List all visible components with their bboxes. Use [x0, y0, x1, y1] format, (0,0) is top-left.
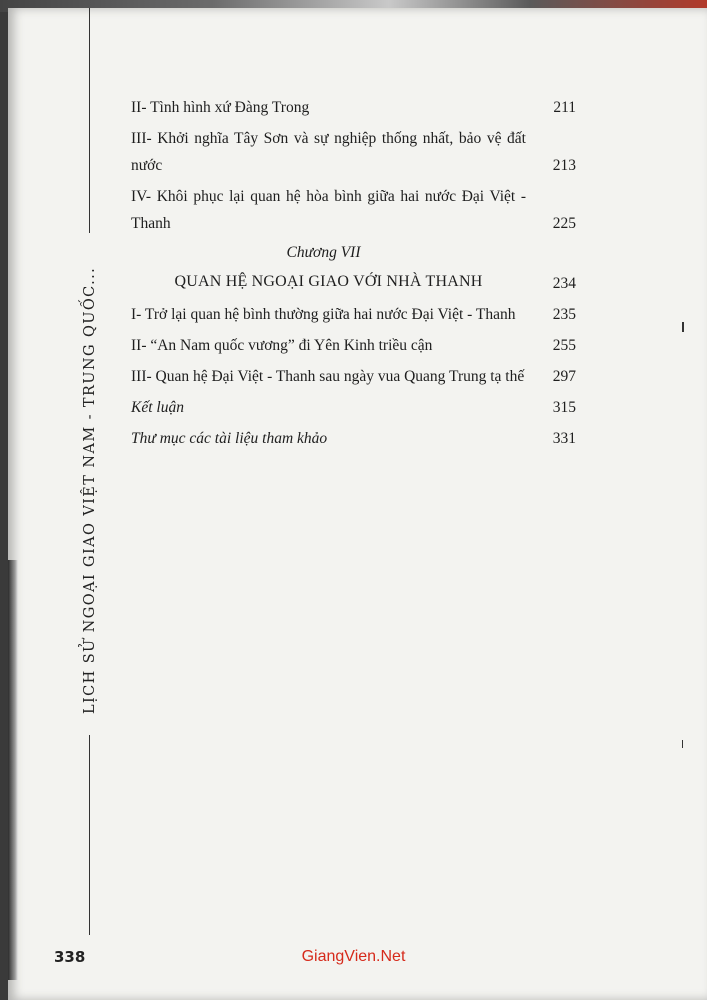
spine-title — [80, 230, 100, 960]
toc-entry-page: 315 — [552, 399, 576, 416]
chapter-title-page: 234 — [552, 275, 576, 292]
toc-entry-page: 255 — [552, 337, 576, 354]
toc-entry-page: 225 — [552, 215, 576, 232]
spine-title-text: LỊCH SỬ NGOẠI GIAO VIỆT NAM - TRUNG QUỐC... — [82, 266, 98, 714]
chapter-title-entry — [131, 267, 576, 297]
toc-entry-page: 213 — [552, 157, 576, 174]
toc-entry-title: I- Trở lại quan hệ bình thường giữa hai nước Đại Việt - Thanh — [131, 306, 516, 323]
chapter-label: Chương VII — [286, 244, 361, 261]
toc-entry-title: III- Khởi nghĩa Tây Sơn và sự nghiệp thống nhất, bảo vệ đất nước — [131, 130, 526, 174]
toc-entry-title: II- “An Nam quốc vương” đi Yên Kinh triều cận — [131, 337, 433, 354]
page-edge-shadow — [8, 560, 18, 980]
toc-entry-page: 331 — [552, 430, 576, 447]
toc-entry-title: IV- Khôi phục lại quan hệ hòa bình giữa hai nước Đại Việt - Thanh — [131, 188, 526, 232]
scan-speck — [682, 322, 684, 332]
toc-entry — [131, 125, 576, 179]
toc-entry-title: Thư mục các tài liệu tham khảo — [131, 430, 328, 447]
spine-rule-bottom — [89, 735, 90, 935]
toc-entry — [131, 425, 576, 452]
toc-entry-page: 297 — [552, 368, 576, 385]
toc-entry — [131, 363, 576, 390]
watermark: GiangVien.Net — [301, 948, 406, 965]
toc-entry-title: Kết luận — [131, 399, 184, 416]
toc-entry-page: 235 — [552, 306, 576, 323]
toc-entry — [131, 94, 576, 121]
toc-entry-title: III- Quan hệ Đại Việt - Thanh sau ngày vua Quang Trung tạ thế — [131, 368, 525, 385]
table-of-contents — [131, 94, 576, 452]
toc-entry-page: 211 — [553, 99, 576, 116]
toc-entry-title: II- Tình hình xứ Đàng Trong — [131, 99, 310, 116]
scan-speck — [682, 740, 683, 748]
chapter-title: QUAN HỆ NGOẠI GIAO VỚI NHÀ THANH — [174, 273, 483, 290]
toc-entry — [131, 183, 576, 237]
toc-entry — [131, 394, 576, 421]
spine-rule-top — [89, 8, 90, 233]
toc-entry — [131, 301, 576, 328]
toc-entry — [131, 332, 576, 359]
page-number: 338 — [54, 948, 86, 966]
